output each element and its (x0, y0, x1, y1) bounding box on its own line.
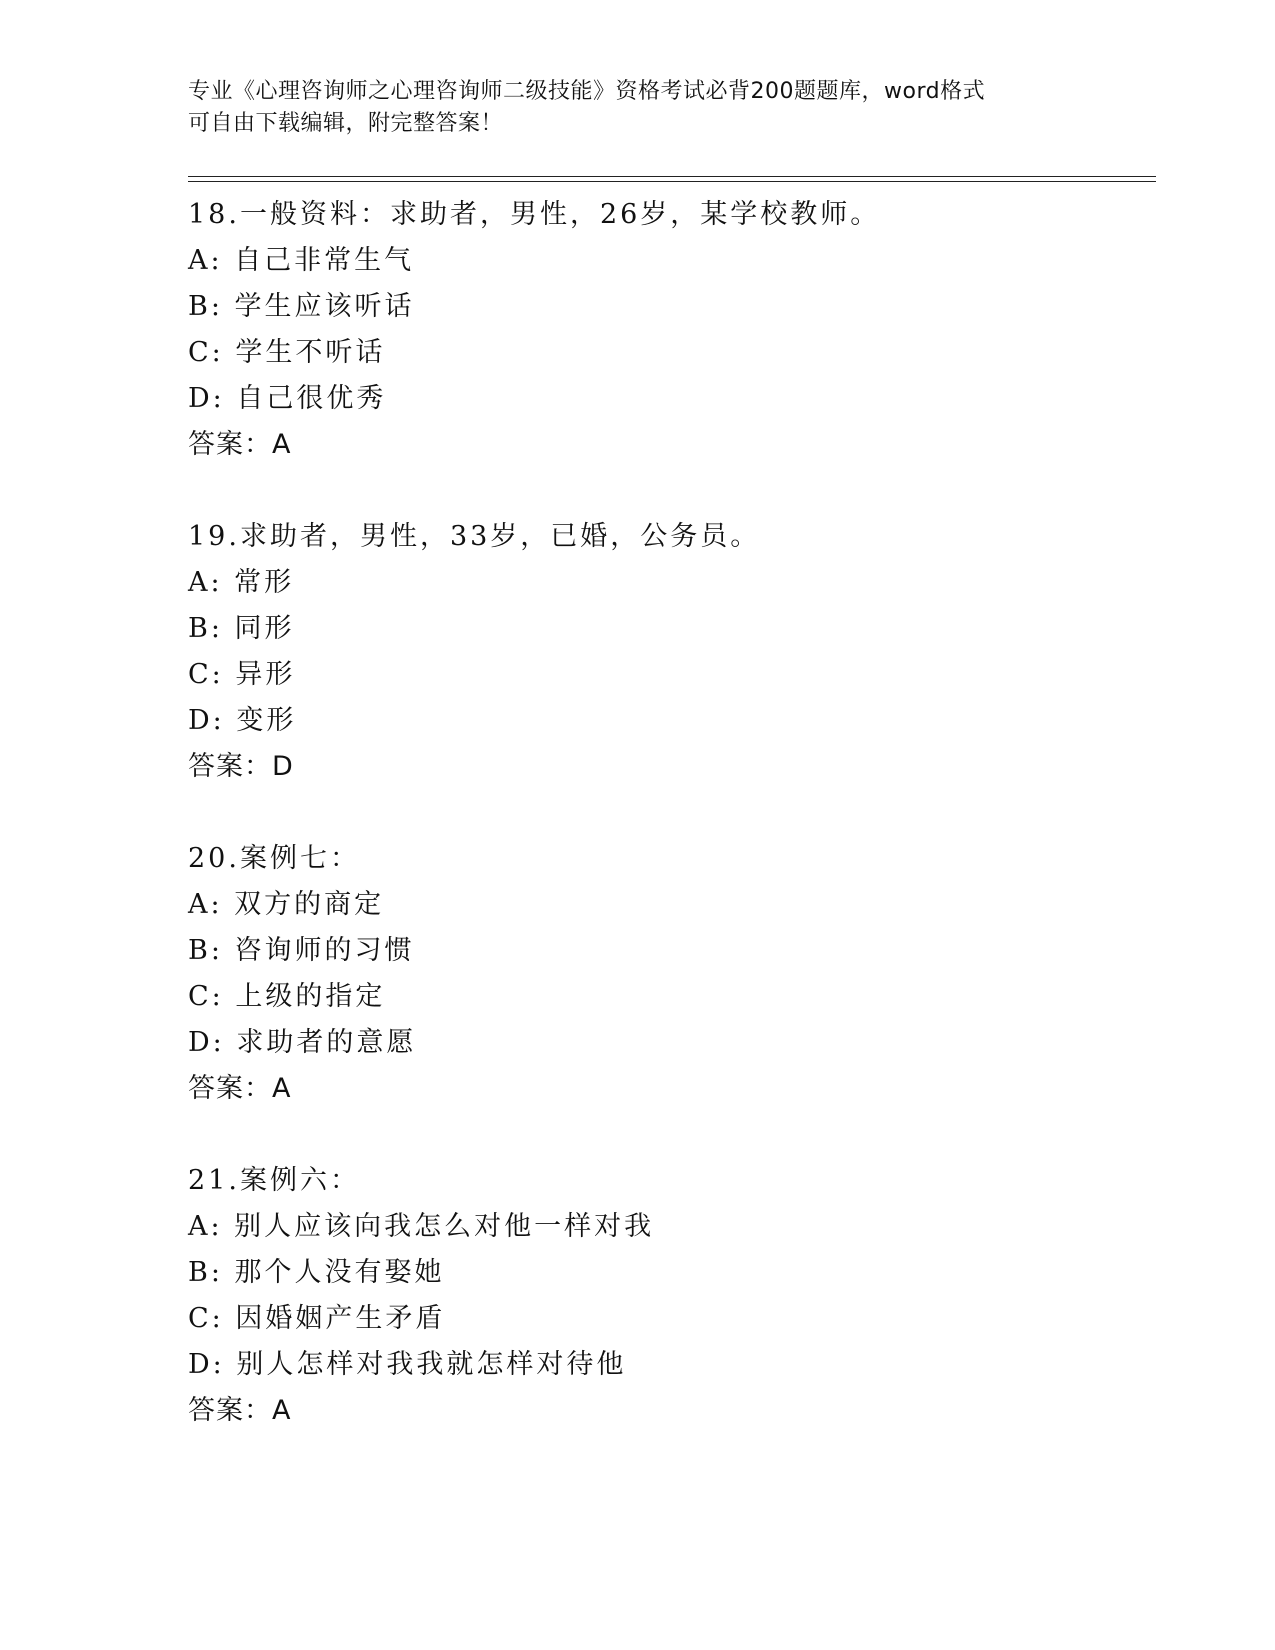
option-c: C: 异形 (188, 659, 296, 690)
option-c: C: 因婚姻产生矛盾 (188, 1303, 446, 1334)
header-divider-bottom (188, 181, 1156, 182)
question-stem: 18.一般资料：求助者，男性，26岁，某学校教师。 (188, 199, 881, 230)
option-a: A: 别人应该向我怎么对他一样对我 (188, 1211, 655, 1242)
answer: 答案：A (188, 1395, 292, 1426)
option-d: D: 求助者的意愿 (188, 1027, 417, 1058)
answer: 答案：A (188, 1073, 292, 1104)
option-c: C: 上级的指定 (188, 981, 386, 1012)
question-stem: 21.案例六： (188, 1165, 360, 1196)
question-19 (188, 514, 1088, 790)
question-20 (188, 836, 1088, 1112)
question-18 (188, 192, 1088, 468)
header-divider-top (188, 176, 1156, 177)
option-b: B: 同形 (188, 613, 295, 644)
option-b: B: 学生应该听话 (188, 291, 415, 322)
document-header (188, 76, 1068, 140)
option-a: A: 双方的商定 (188, 889, 385, 920)
question-stem: 19.求助者，男性，33岁，已婚，公务员。 (188, 521, 761, 552)
option-c: C: 学生不听话 (188, 337, 386, 368)
question-stem: 20.案例七： (188, 843, 360, 874)
option-b: B: 那个人没有娶她 (188, 1257, 445, 1288)
option-a: A: 常形 (188, 567, 295, 598)
option-d: D: 自己很优秀 (188, 383, 387, 414)
option-d: D: 别人怎样对我我就怎样对待他 (188, 1349, 627, 1380)
option-b: B: 咨询师的习惯 (188, 935, 415, 966)
question-list (188, 192, 1088, 1480)
answer: 答案：D (188, 751, 294, 782)
option-d: D: 变形 (188, 705, 297, 736)
header-title-line-1: 专业《心理咨询师之心理咨询师二级技能》资格考试必背200题题库，word格式 (188, 79, 986, 104)
header-title-line-2: 可自由下载编辑，附完整答案！ (188, 111, 504, 136)
answer: 答案：A (188, 429, 292, 460)
question-21 (188, 1158, 1088, 1434)
option-a: A: 自己非常生气 (188, 245, 415, 276)
